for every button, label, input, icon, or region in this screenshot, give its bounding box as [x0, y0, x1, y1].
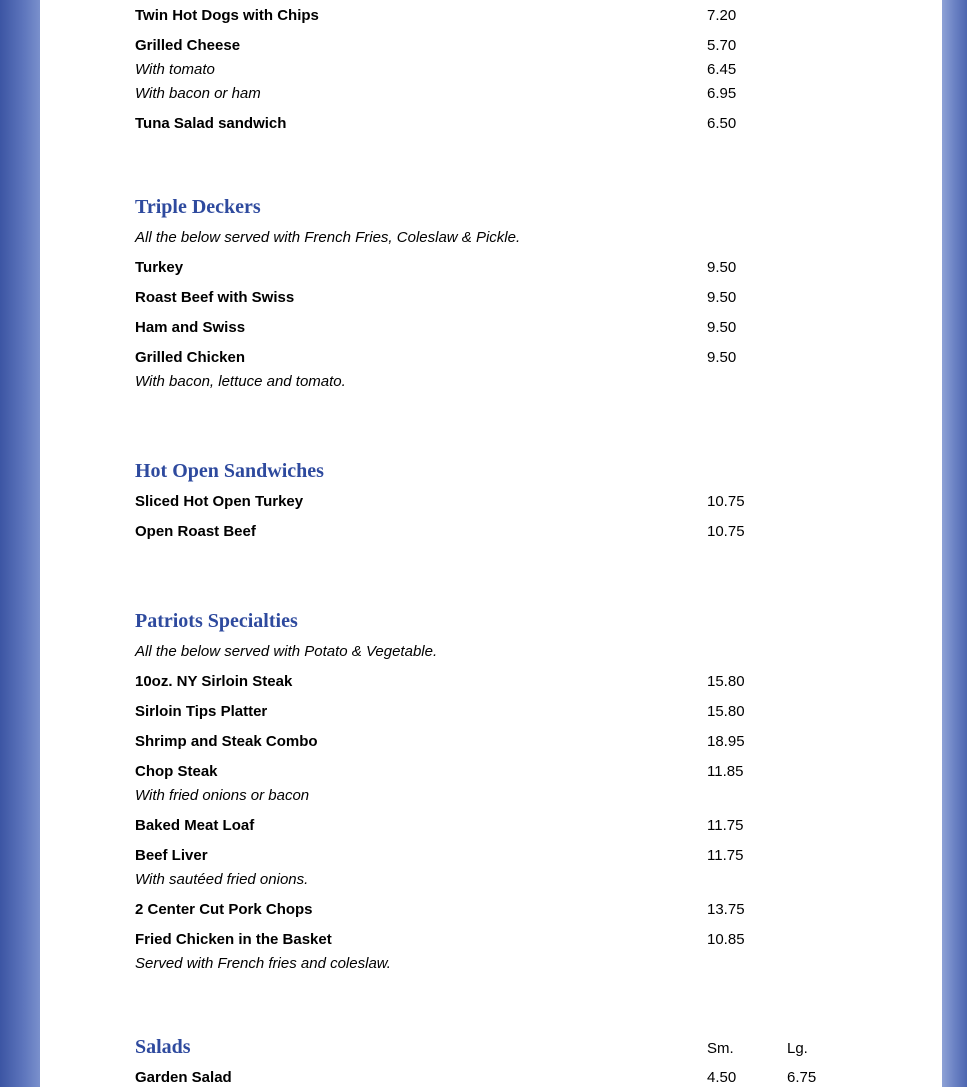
- item-name: Sirloin Tips Platter: [135, 703, 268, 720]
- item-price: 9.50: [707, 349, 737, 366]
- section-heading-patriots-specialties: [135, 606, 915, 636]
- item-variant-name: With tomato: [135, 61, 215, 78]
- item-description: [135, 864, 915, 894]
- menu-page: [40, 0, 942, 1087]
- item-price: 7.20: [707, 7, 737, 24]
- menu-item: [135, 840, 915, 864]
- section-note: [135, 222, 915, 252]
- menu-item: [135, 312, 915, 342]
- menu-item: [135, 282, 915, 312]
- item-price: 9.50: [707, 289, 737, 306]
- item-description: [135, 366, 915, 390]
- item-price: 6.50: [707, 115, 737, 132]
- column-header-small: Sm.: [707, 1040, 734, 1057]
- item-description-text: Served with French fries and coleslaw.: [135, 955, 391, 972]
- item-price: 9.50: [707, 259, 737, 276]
- item-price: 10.75: [707, 493, 745, 510]
- item-description-text: With bacon, lettuce and tomato.: [135, 373, 346, 390]
- section-title: Hot Open Sandwiches: [135, 460, 324, 482]
- item-price: 9.50: [707, 319, 737, 336]
- item-price: 10.75: [707, 523, 745, 540]
- item-price: 6.45: [707, 61, 737, 78]
- item-name: Ham and Swiss: [135, 319, 246, 336]
- item-price: 13.75: [707, 901, 745, 918]
- item-name: Turkey: [135, 259, 184, 276]
- item-price: 11.75: [707, 847, 744, 864]
- item-price: 5.70: [707, 37, 737, 54]
- item-name: Fried Chicken in the Basket: [135, 931, 332, 948]
- item-price: 6.95: [707, 85, 737, 102]
- menu-item: [135, 252, 915, 282]
- menu-item: [135, 666, 915, 696]
- menu-item: [135, 756, 915, 780]
- section-title: Patriots Specialties: [135, 610, 298, 632]
- item-name: Grilled Cheese: [135, 37, 241, 54]
- menu-item: [135, 924, 915, 948]
- item-description-text: With sautéed fried onions.: [135, 871, 309, 888]
- item-description: [135, 780, 915, 810]
- section-heading-salads: [135, 1032, 915, 1062]
- item-variant-name: With bacon or ham: [135, 85, 261, 102]
- right-frame: [942, 0, 967, 1087]
- section-title: Triple Deckers: [135, 196, 261, 218]
- menu-content: [135, 0, 915, 1086]
- menu-item: [135, 810, 915, 840]
- menu-item: [135, 1062, 915, 1086]
- item-name: Shrimp and Steak Combo: [135, 733, 318, 750]
- item-name: 2 Center Cut Pork Chops: [135, 901, 313, 918]
- menu-item: [135, 0, 915, 24]
- item-name: Open Roast Beef: [135, 523, 256, 540]
- item-name: Tuna Salad sandwich: [135, 115, 287, 132]
- menu-item: [135, 894, 915, 924]
- item-price-large: 6.75: [787, 1069, 817, 1086]
- item-price: 11.85: [707, 763, 744, 780]
- item-description: [135, 948, 915, 972]
- item-name: Beef Liver: [135, 847, 208, 864]
- menu-item: [135, 486, 915, 516]
- menu-item: [135, 30, 915, 54]
- menu-item-variant: [135, 54, 915, 78]
- section-note: [135, 636, 915, 666]
- item-price: 11.75: [707, 817, 744, 834]
- item-name: Baked Meat Loaf: [135, 817, 255, 834]
- item-name: Twin Hot Dogs with Chips: [135, 7, 319, 24]
- item-description-text: With fried onions or bacon: [135, 787, 310, 804]
- section-note-text: All the below served with French Fries, Coleslaw & Pickle.: [135, 229, 521, 246]
- left-frame: [0, 0, 40, 1087]
- item-name: Roast Beef with Swiss: [135, 289, 295, 306]
- item-price-small: 4.50: [707, 1069, 737, 1086]
- item-price: 18.95: [707, 733, 745, 750]
- item-name: Garden Salad: [135, 1069, 232, 1086]
- item-name: Sliced Hot Open Turkey: [135, 493, 304, 510]
- item-price: 15.80: [707, 703, 745, 720]
- menu-item: [135, 726, 915, 756]
- item-name: 10oz. NY Sirloin Steak: [135, 673, 293, 690]
- menu-item: [135, 696, 915, 726]
- item-name: Grilled Chicken: [135, 349, 246, 366]
- menu-item: [135, 516, 915, 546]
- section-note-text: All the below served with Potato & Vegetable.: [135, 643, 438, 660]
- section-heading-triple-deckers: [135, 192, 915, 222]
- menu-item: [135, 342, 915, 366]
- menu-item-variant: [135, 78, 915, 102]
- menu-item: [135, 108, 915, 132]
- item-price: 10.85: [707, 931, 745, 948]
- section-title: Salads: [135, 1036, 191, 1058]
- item-price: 15.80: [707, 673, 745, 690]
- item-name: Chop Steak: [135, 763, 218, 780]
- column-header-large: Lg.: [787, 1040, 808, 1057]
- section-heading-hot-open-sandwiches: [135, 456, 915, 486]
